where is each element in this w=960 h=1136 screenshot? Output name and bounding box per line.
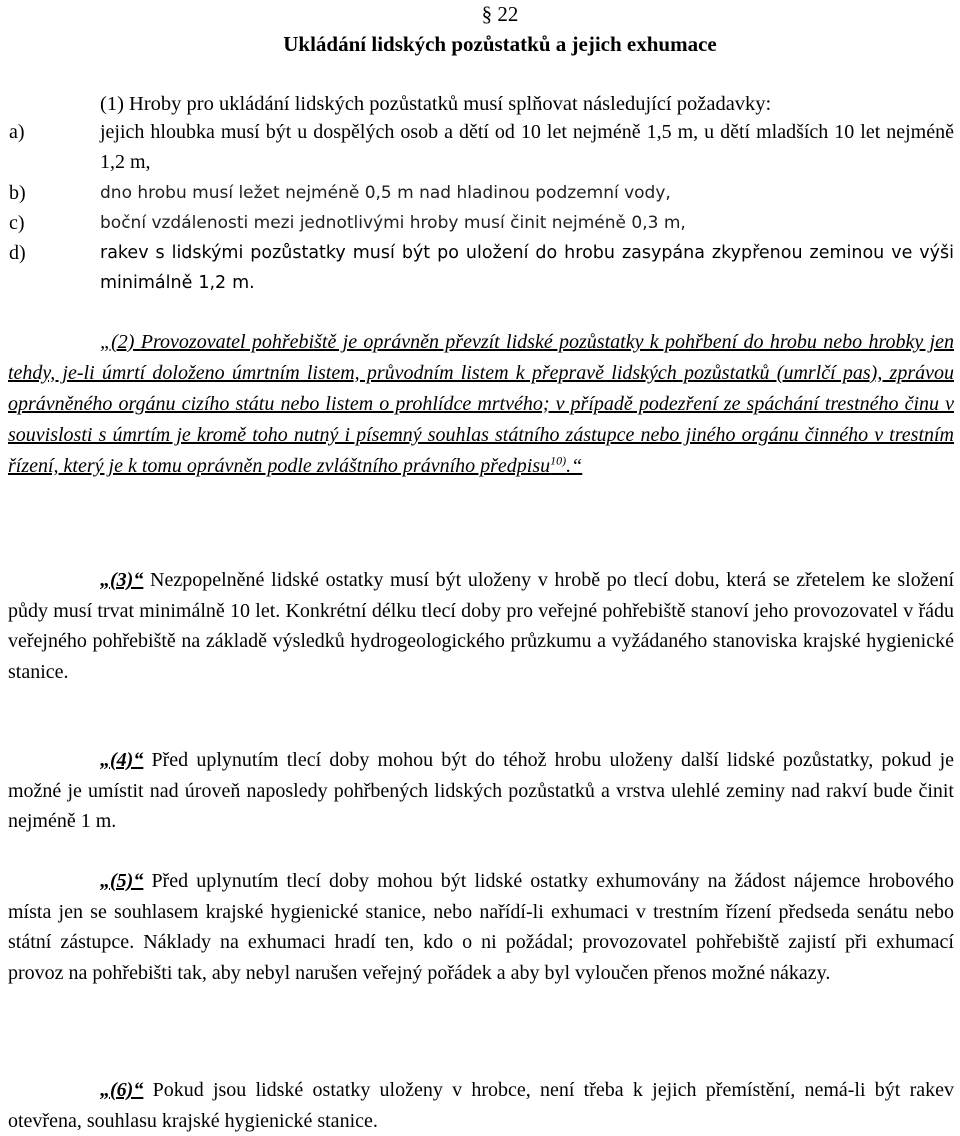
paragraph-2-end: .“ (566, 455, 583, 477)
paragraph-3-text: Nezpopelněné lidské ostatky musí být uloženy v hrobě po tlecí dobu, která se zřetelem ke složení půdy musí trvat minimálně 10 let. Konkrétní délku tlecí doby pro veřejné pohřebiště stanoví jeho provozovatel v řádu veřejného pohřebiště na základě výsledků hydrogeologického průzkumu a vyžádaného stanoviska krajské hygienické stanice. (8, 569, 955, 683)
list-item-text: rakev s lidskými pozůstatky musí být po uložení do hrobu zasypána zkypřenou zeminou ve výši minimálně 1,2 m. (100, 243, 954, 293)
list-marker: a) (9, 121, 25, 143)
paragraph-4 (8, 745, 954, 837)
paragraph-2 (8, 327, 954, 482)
section-title: Ukládání lidských pozůstatků a jejich exhumace (283, 32, 717, 56)
section-number: § 22 (481, 2, 519, 26)
paragraph-6-text: Pokud jsou lidské ostatky uloženy v hrobce, není třeba k jejich přemístění, nemá-li být rakev otevřena, souhlasu krajské hygienické stanice. (8, 1079, 955, 1132)
paragraph-6 (8, 1075, 954, 1136)
paragraph-6-number: „(6)“ (100, 1079, 144, 1101)
paragraph-1-intro: (1) Hroby pro ukládání lidských pozůstatků musí splňovat následující požadavky: (100, 93, 772, 115)
paragraph-4-text: Před uplynutím tlecí doby mohou být do téhož hrobu uloženy další lidské pozůstatky, pokud je možné je umístit nad úroveň naposledy pohřbených lidských pozůstatků a vrstva ulehlé zeminy nad rakví bude činit nejméně 1 m. (8, 749, 955, 832)
list-marker: b) (9, 182, 26, 204)
paragraph-5 (8, 866, 954, 988)
list-item-text: boční vzdálenosti mezi jednotlivými hroby musí činit nejméně 0,3 m, (100, 213, 686, 233)
paragraph-5-number: „(5)“ (100, 870, 144, 892)
paragraph-2-text: Provozovatel pohřebiště je oprávněn převzít lidské pozůstatky k pohřbení do hrobu nebo hrobky jen tehdy, je-li úmrtí doloženo úmrtním listem, průvodním listem k přepravě lidských pozůstatků (umrlčí pas), zprávou oprávněného orgánu cizího státu nebo listem o prohlídce mrtvého; v případě podezření ze spáchání trestného činu v souvislosti s úmrtím je kromě toho nutný i písemný souhlas státního zástupce nebo jiného orgánu činného v trestním řízení, který je k tomu oprávněn podle zvláštního právního předpisu (8, 331, 954, 477)
list-item-text: jejich hloubka musí být u dospělých osob a dětí od 10 let nejméně 1,5 m, u dětí mladších 10 let nejméně 1,2 m, (100, 121, 954, 173)
paragraph-5-text: Před uplynutím tlecí doby mohou být lidské ostatky exhumovány na žádost nájemce hrobového místa jen se souhlasem krajské hygienické stanice, nebo nařídí-li exhumaci v trestním řízení předseda senátu nebo státní zástupce. Náklady na exhumaci hradí ten, kdo o ni požádal; provozovatel pohřebiště zajistí při exhumací provoz na pohřebišti tak, aby nebyl narušen veřejný pořádek a aby byl vyloučen přenos možné nákazy. (8, 870, 955, 984)
paragraph-2-number: „(2) (100, 331, 135, 353)
paragraph-3 (8, 565, 954, 687)
paragraph-3-number: „(3)“ (100, 569, 144, 591)
footnote-reference: 10) (550, 453, 567, 468)
paragraph-4-number: „(4)“ (100, 749, 144, 771)
list-marker: d) (9, 242, 26, 264)
list-marker: c) (9, 212, 25, 234)
list-item-text: dno hrobu musí ležet nejméně 0,5 m nad hladinou podzemní vody, (100, 183, 671, 203)
